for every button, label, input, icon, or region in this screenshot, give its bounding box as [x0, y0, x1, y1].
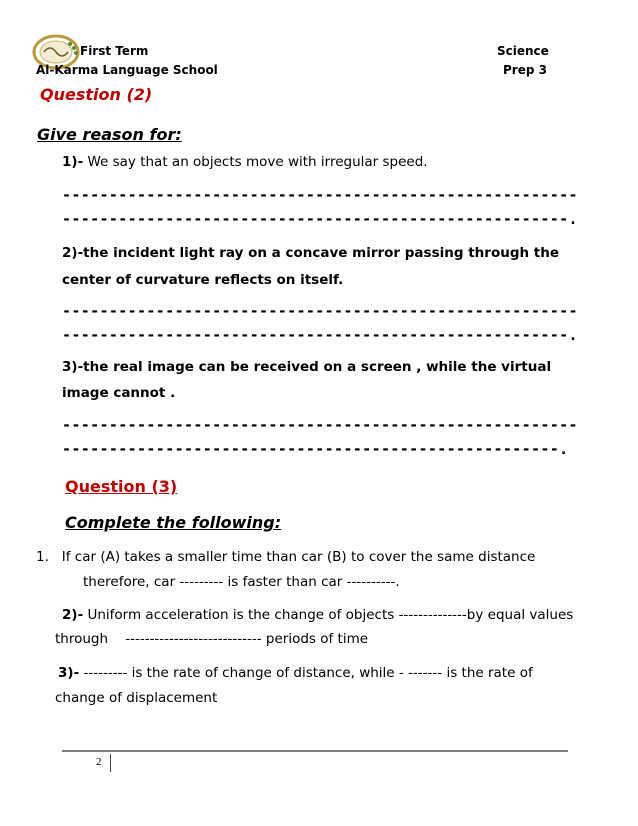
- header-school: Al-Karma Language School: [36, 63, 218, 77]
- footer-page-bar: [110, 754, 111, 772]
- q2-item-1-answer-line-1: -------------------------------------------------------: [62, 186, 578, 204]
- q2-item-1-answer-line-2: ------------------------------------------------------.: [62, 210, 578, 228]
- q2-item-1: [62, 154, 428, 170]
- q3-item-3-line-2: change of displacement: [55, 690, 218, 706]
- q3-item-2-line-2: through ---------------------------- periods of time: [55, 631, 369, 647]
- q3-item-3-line-1: [58, 665, 533, 681]
- question-2-title: Question (2): [40, 85, 153, 104]
- q3-item-2-text-1: Uniform acceleration is the change of objects --------------by equal values: [87, 607, 574, 623]
- q2-item-2-number: 2)-: [62, 245, 84, 261]
- q2-item-2-line-1: [62, 245, 559, 261]
- q2-item-3-number: 3)-: [62, 359, 84, 375]
- q3-item-2-line-1: [62, 607, 573, 623]
- q2-item-3-line-1: [62, 359, 551, 375]
- q3-item-1-line-2: therefore, car --------- is faster than car ----------.: [83, 574, 400, 590]
- q3-item-1-line-1: [36, 549, 535, 565]
- q3-item-1-text-1: If car (A) takes a smaller time than car (B) to cover the same distance: [61, 549, 536, 565]
- q2-item-2-answer-line-1: -------------------------------------------------------: [62, 302, 578, 320]
- question-3-title: Question (3): [65, 477, 178, 496]
- question-2-instruction: Give reason for:: [37, 125, 182, 144]
- header-term: First Term: [80, 44, 149, 58]
- q3-item-3-text-1: --------- is the rate of change of distance, while - ------- is the rate of: [83, 665, 533, 681]
- q2-item-1-number: 1)-: [62, 154, 84, 170]
- q2-item-3-line-2: image cannot .: [62, 385, 176, 401]
- page-number: 2: [96, 756, 102, 768]
- q3-item-2-number: 2)-: [62, 607, 84, 623]
- header-grade: Prep 3: [503, 63, 547, 77]
- header-subject: Science: [497, 44, 549, 58]
- footer-divider: [62, 750, 568, 752]
- q2-item-1-text: We say that an objects move with irregular speed.: [87, 154, 428, 170]
- q2-item-3-text-1: the real image can be received on a screen , while the virtual: [83, 359, 552, 375]
- q3-item-1-number: 1.: [36, 549, 49, 565]
- q2-item-3-answer-line-1: -------------------------------------------------------: [62, 416, 578, 434]
- q2-item-2-answer-line-2: ------------------------------------------------------.: [62, 326, 578, 344]
- q2-item-2-text-1: the incident light ray on a concave mirror passing through the: [83, 245, 560, 261]
- q2-item-2-line-2: center of curvature reflects on itself.: [62, 272, 344, 288]
- question-3-instruction: Complete the following:: [65, 513, 282, 532]
- q3-item-3-number: 3)-: [58, 665, 80, 681]
- q2-item-3-answer-line-2: -----------------------------------------------------.: [62, 440, 569, 458]
